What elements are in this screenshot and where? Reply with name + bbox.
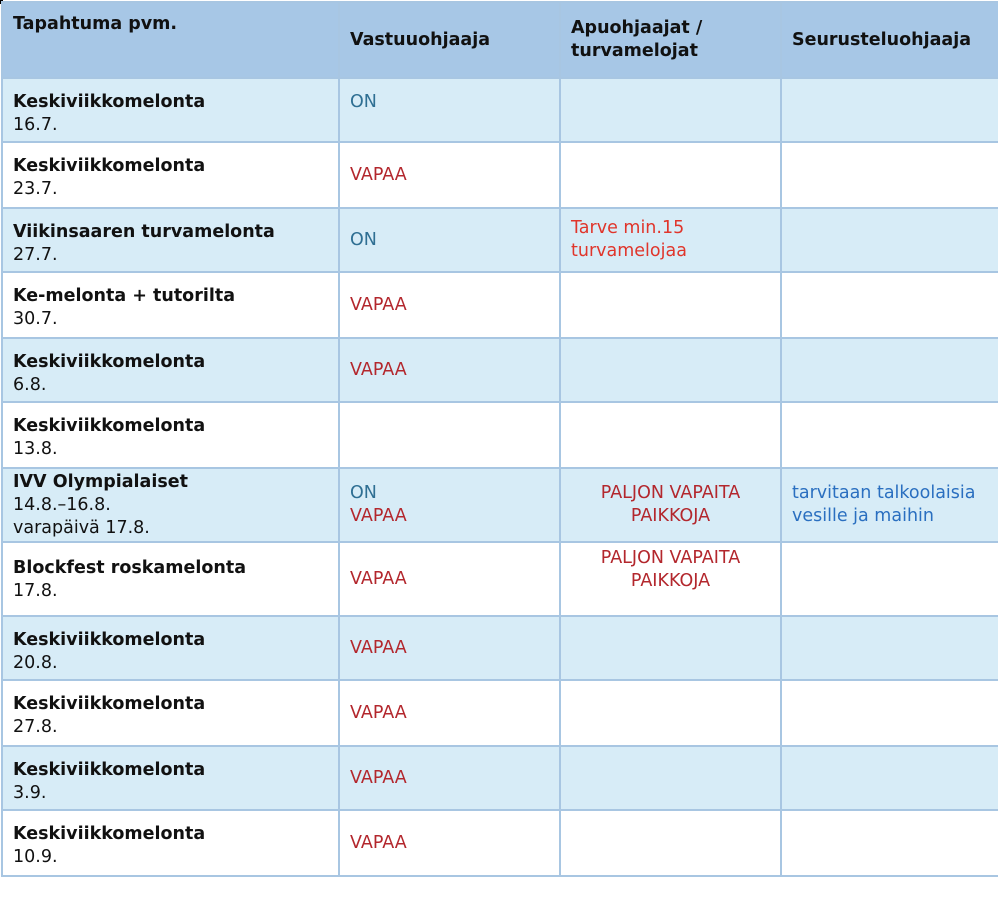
- social-cell: [781, 208, 998, 272]
- social-cell: [781, 78, 998, 142]
- social-cell: [781, 810, 998, 876]
- event-date: 20.8.: [13, 653, 58, 673]
- event-name: Keskiviikkomelonta: [13, 694, 206, 714]
- lead-status: ON: [350, 229, 377, 250]
- event-date: 16.7.: [13, 115, 58, 135]
- event-name: Keskiviikkomelonta: [13, 156, 206, 176]
- social-cell: [781, 468, 998, 542]
- assist-note: PALJON VAPAITA PAIKKOJA: [600, 483, 741, 526]
- assist-cell: [560, 208, 781, 272]
- lead-status-secondary: VAPAA: [350, 506, 407, 526]
- event-date: 10.9.: [13, 847, 58, 867]
- assist-cell: [560, 616, 781, 680]
- lead-cell: [339, 272, 560, 338]
- lead-status: VAPAA: [350, 702, 407, 723]
- event-date: 27.8.: [13, 717, 58, 737]
- table-row: [2, 142, 998, 208]
- social-note: tarvitaan talkoolaisia vesille ja maihin: [792, 483, 976, 526]
- event-cell: [2, 746, 339, 810]
- social-cell: [781, 680, 998, 746]
- event-cell: [2, 810, 339, 876]
- social-cell: [781, 402, 998, 468]
- event-name: Keskiviikkomelonta: [13, 630, 206, 650]
- event-date: 13.8.: [13, 439, 58, 459]
- assist-cell: [560, 338, 781, 402]
- lead-cell: [339, 542, 560, 616]
- event-cell: [2, 208, 339, 272]
- event-note: varapäivä 17.8.: [13, 518, 150, 538]
- event-date: 27.7.: [13, 245, 58, 265]
- event-cell: [2, 78, 339, 142]
- lead-cell: [339, 208, 560, 272]
- table-row: [2, 810, 998, 876]
- lead-status: VAPAA: [350, 568, 407, 589]
- header-social: Seurusteluohjaaja: [781, 2, 998, 78]
- event-cell: [2, 272, 339, 338]
- assist-cell: [560, 680, 781, 746]
- event-name: Keskiviikkomelonta: [13, 824, 206, 844]
- table-row: [2, 468, 998, 542]
- event-cell: [2, 616, 339, 680]
- event-date: 6.8.: [13, 375, 47, 395]
- header-lead: Vastuuohjaaja: [339, 2, 560, 78]
- lead-cell: [339, 810, 560, 876]
- event-date: 30.7.: [13, 309, 58, 329]
- lead-cell: [339, 616, 560, 680]
- lead-status: ON: [350, 483, 377, 503]
- table-header-row: [2, 2, 998, 78]
- header-event: Tapahtuma pvm.: [2, 2, 339, 78]
- lead-status: VAPAA: [350, 832, 407, 853]
- social-cell: [781, 142, 998, 208]
- assist-cell: [560, 542, 781, 616]
- table-row: [2, 616, 998, 680]
- event-cell: [2, 468, 339, 542]
- event-schedule-table: [1, 1, 998, 877]
- assist-note: PALJON VAPAITA PAIKKOJA: [600, 548, 741, 591]
- lead-cell: [339, 680, 560, 746]
- table-row: [2, 78, 998, 142]
- event-name: Keskiviikkomelonta: [13, 352, 206, 372]
- social-cell: [781, 272, 998, 338]
- lead-status: VAPAA: [350, 164, 407, 185]
- table-row: [2, 338, 998, 402]
- event-name: Keskiviikkomelonta: [13, 760, 206, 780]
- event-name: Ke-melonta + tutorilta: [13, 286, 236, 306]
- assist-note: Tarve min.15 turvamelojaa: [571, 218, 687, 261]
- assist-cell: [560, 746, 781, 810]
- event-name: Keskiviikkomelonta: [13, 416, 206, 436]
- event-name: Blockfest roskamelonta: [13, 558, 247, 578]
- header-assist: Apuohjaajat / turvamelojat: [560, 2, 781, 78]
- event-date: 14.8.–16.8.: [13, 495, 111, 515]
- lead-cell: [339, 338, 560, 402]
- assist-cell: [560, 272, 781, 338]
- lead-cell: [339, 468, 560, 542]
- social-cell: [781, 616, 998, 680]
- lead-status: VAPAA: [350, 294, 407, 315]
- social-cell: [781, 746, 998, 810]
- assist-cell: [560, 402, 781, 468]
- lead-cell: [339, 142, 560, 208]
- event-name: Viikinsaaren turvamelonta: [13, 222, 275, 242]
- event-date: 3.9.: [13, 783, 47, 803]
- assist-cell: [560, 78, 781, 142]
- assist-cell: [560, 810, 781, 876]
- event-cell: [2, 402, 339, 468]
- event-cell: [2, 680, 339, 746]
- event-cell: [2, 142, 339, 208]
- event-date: 17.8.: [13, 581, 58, 601]
- lead-status: ON: [350, 92, 377, 112]
- event-cell: [2, 542, 339, 616]
- table-row: [2, 402, 998, 468]
- lead-cell: [339, 78, 560, 142]
- event-date: 23.7.: [13, 179, 58, 199]
- social-cell: [781, 542, 998, 616]
- assist-cell: [560, 468, 781, 542]
- lead-status: VAPAA: [350, 637, 407, 658]
- lead-status: VAPAA: [350, 359, 407, 380]
- table-row: [2, 542, 998, 616]
- lead-status: VAPAA: [350, 767, 407, 788]
- lead-cell: [339, 402, 560, 468]
- lead-cell: [339, 746, 560, 810]
- table-row: [2, 272, 998, 338]
- event-name: IVV Olympialaiset: [13, 472, 188, 492]
- assist-cell: [560, 142, 781, 208]
- social-cell: [781, 338, 998, 402]
- event-name: Keskiviikkomelonta: [13, 92, 206, 112]
- event-cell: [2, 338, 339, 402]
- table-row: [2, 746, 998, 810]
- table-row: [2, 680, 998, 746]
- table-row: [2, 208, 998, 272]
